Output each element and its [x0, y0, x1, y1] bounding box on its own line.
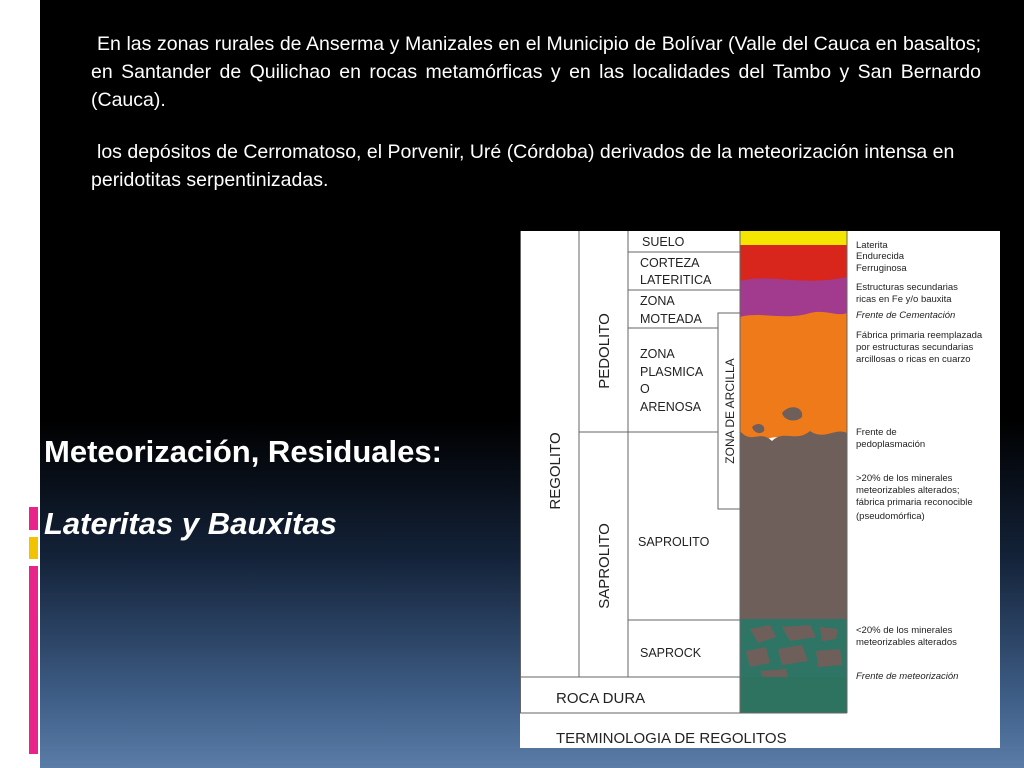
- zone-lateritica: LATERITICA: [640, 273, 712, 287]
- zone-moteada-2: MOTEADA: [640, 312, 702, 326]
- ann-menos20-2: meteorizables alterados: [856, 637, 957, 648]
- label-saprolito-group: SAPROLITO: [596, 523, 613, 609]
- rock-3: [820, 627, 838, 641]
- zone-plasmica-1: ZONA: [640, 347, 675, 361]
- ann-fabrica-2: por estructuras secundarias: [856, 342, 974, 353]
- heading-meteorizacion: Meteorización, Residuales:: [44, 434, 442, 469]
- ann-menos20-1: <20% de los minerales: [856, 625, 953, 636]
- accent-bar-pink-long: [29, 566, 38, 754]
- regolith-diagram: [520, 231, 1000, 748]
- ann-fabrica-3: arcillosas o ricas en cuarzo: [856, 354, 971, 365]
- zone-plasmica-2: PLASMICA: [640, 365, 704, 379]
- ann-laterita: Laterita: [856, 240, 888, 251]
- ann-frente-met: Frente de meteorización: [856, 671, 959, 682]
- paragraph-anserma: En las zonas rurales de Anserma y Manizales en el Municipio de Bolívar (Valle del Cauca en basaltos; en Santander de Quilichao en rocas metamórficas y en las localidades del Tambo y San Bernardo (Cauca).: [91, 33, 981, 111]
- ann-estructuras-1: Estructuras secundarias: [856, 282, 958, 293]
- zone-labels: [638, 235, 712, 660]
- regolith-diagram-svg: [520, 231, 1000, 748]
- layer-plasmica: [740, 312, 847, 443]
- zone-saprock: SAPROCK: [640, 646, 702, 660]
- accent-bar-pink-top: [29, 507, 38, 530]
- ann-endurecida: Endurecida: [856, 251, 905, 262]
- layer-roca-dura: [740, 677, 847, 713]
- zone-plasmica-3: O: [640, 382, 650, 396]
- zone-moteada-1: ZONA: [640, 294, 675, 308]
- zone-plasmica-4: ARENOSA: [640, 400, 702, 414]
- ann-ferruginosa: Ferruginosa: [856, 263, 907, 274]
- zone-saprolito: SAPROLITO: [638, 535, 710, 549]
- layer-saprolito: [740, 431, 847, 623]
- zone-suelo: SUELO: [642, 235, 685, 249]
- ann-frente-ped-1: Frente de: [856, 427, 897, 438]
- ann-mas20-4: (pseudomórfica): [856, 511, 925, 522]
- ann-mas20-2: meteorizables alterados;: [856, 485, 960, 496]
- rock-6: [816, 649, 842, 667]
- diagram-title: TERMINOLOGIA DE REGOLITOS: [556, 730, 787, 747]
- ann-cementacion: Frente de Cementación: [856, 310, 956, 321]
- annotations: [856, 240, 983, 682]
- ann-mas20-3: fábrica primaria reconocible: [856, 497, 973, 508]
- ann-frente-ped-2: pedoplasmación: [856, 439, 926, 450]
- label-zona-arcilla: ZONA DE ARCILLA: [723, 358, 737, 464]
- label-pedolito: PEDOLITO: [596, 313, 613, 389]
- heading-lateritas: Lateritas y Bauxitas: [44, 506, 337, 541]
- ann-mas20-1: >20% de los minerales: [856, 473, 953, 484]
- label-regolito: REGOLITO: [547, 432, 564, 510]
- paragraph-cerromatoso: los depósitos de Cerromatoso, el Porvenir, Uré (Córdoba) derivados de la meteorización intensa en peridotitas serpentinizadas.: [91, 141, 955, 191]
- accent-bar-yellow: [29, 537, 38, 559]
- ann-estructuras-2: ricas en Fe y/o bauxita: [856, 294, 952, 305]
- zone-corteza: CORTEZA: [640, 256, 700, 270]
- ann-fabrica-1: Fábrica primaria reemplazada: [856, 330, 983, 341]
- label-roca-dura: ROCA DURA: [556, 690, 646, 707]
